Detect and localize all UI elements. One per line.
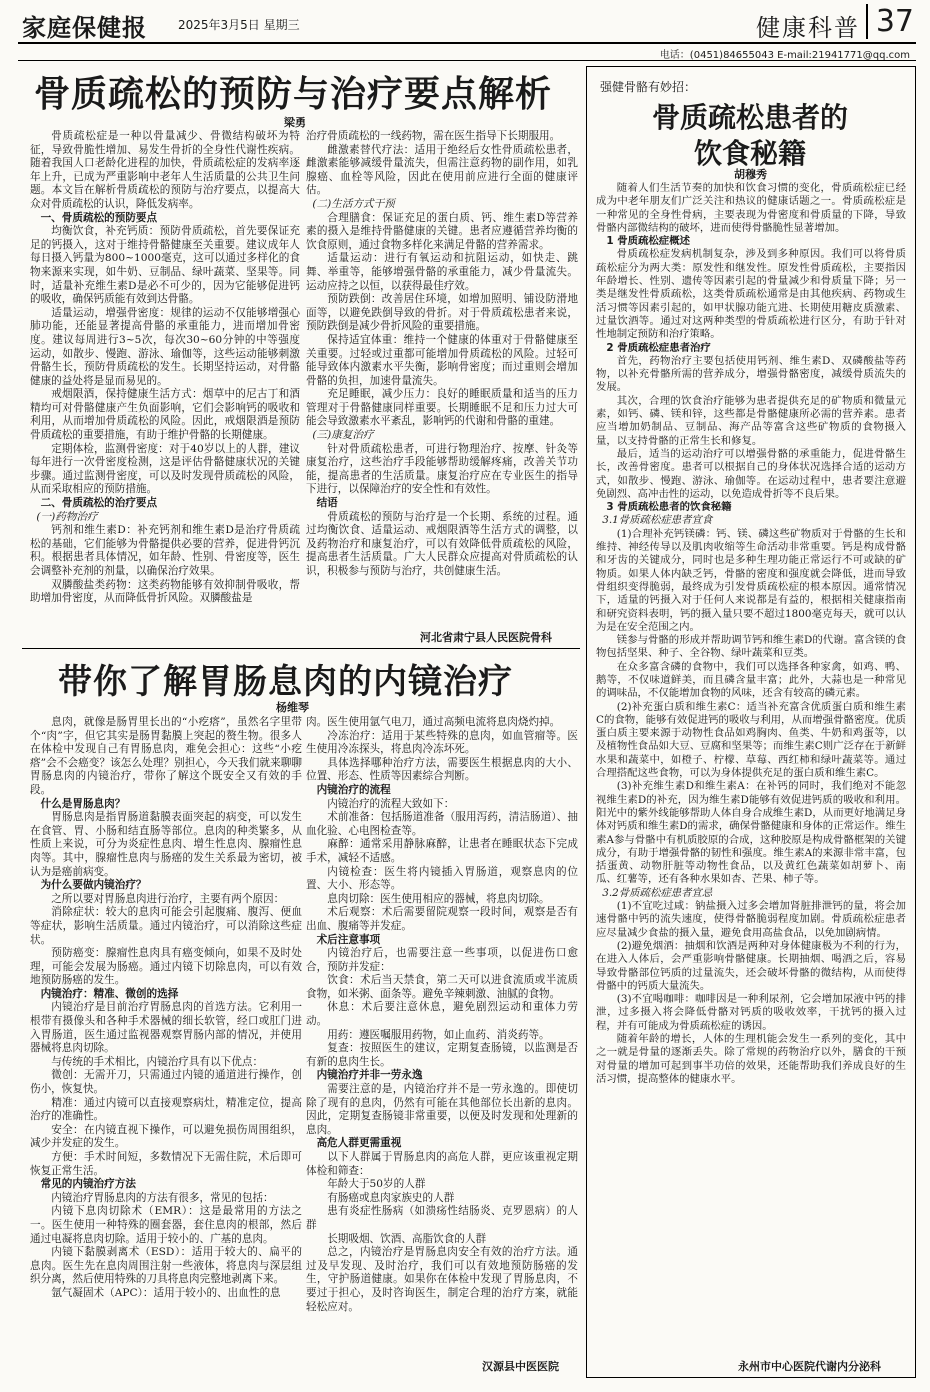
article-divider (22, 648, 580, 649)
paragraph: 适量运动，增强骨密度：规律的运动不仅能够增强心肺功能，还能显著提高骨骼的承重能力，进而增加骨密度。建议每周进行3~5次，每次30~60分钟的中等强度运动，如散步、慢跑、游泳、瑜伽等，这些运动能够刺激骨骼生长，预防骨质疏松的发生。长期坚持运动，对骨骼健康的益处将是显而易见的。 (30, 306, 300, 387)
paragraph: 总之，内镜治疗是胃肠息肉安全有效的治疗方法。通过及早发现、及时治疗，我们可以有效地预防肠癌的发生，守护肠道健康。如果你在体检中发现了胃肠息肉，不要过于担心，及时咨询医生，制定合理的治疗方案，就能轻松应对。 (306, 1246, 578, 1313)
paragraph: 用药：遵医嘱服用药物，如止血药、消炎药等。 (327, 1028, 550, 1041)
paragraph: (2)避免烟酒：抽烟和饮酒是两种对身体健康极为不利的行为，在进入人体后，会严重影响骨骼健康。长期抽烟、喝酒之后，容易导致骨骼部位钙质的过量流失，还会破坏骨骼的微结构，从而使得骨骼中的钙质大量流失。 (596, 939, 906, 992)
paragraph: 患有炎症性肠病（如溃疡性结肠炎、克罗恩病）的人群 (306, 1205, 578, 1231)
paragraph: 具体选择哪种治疗方法，需要医生根据息肉的大小、位置、形态、性质等因素综合判断。 (306, 756, 578, 783)
paragraph: 戒烟限酒，保持健康生活方式：烟草中的尼古丁和酒精均可对骨骼健康产生负面影响，它们会影响钙的吸收和利用，从而增加骨质疏松的风险。因此，戒烟限酒是预防骨质疏松的重要措施，有助于维护骨骼的长期健康。 (30, 388, 300, 442)
paragraph: (1)不宜吃过咸：钠盐摄入过多会增加肾脏排泄钙的量，将会加速骨骼中钙的流失速度，使得骨骼脆弱程度加剧。骨质疏松症患者应尽量减少食盐的摄入量，避免食用高盐食品，以免加剧病情。 (596, 900, 906, 939)
paragraph: 内镜治疗的流程大致如下： (327, 797, 455, 810)
paragraph: 骨质疏松症是一种以骨量减少、骨微结构破坏为特征，导致骨脆性增加、易发生骨折的全身性代谢性疾病。随着我国人口老龄化进程的加快，骨质疏松症的发病率逐年上升，已成为严重影响中老年人生活质量的公共卫生问题。本文旨在解析骨质疏松的预防与治疗要点，以提高大众对骨质疏松的认识，降低发病率。 (30, 130, 300, 210)
paragraph: 其次，合理的饮食治疗能够为患者提供充足的矿物质和微量元素，如钙、磷、镁和锌，这些都是骨骼健康所必需的营养素。患者应当增加奶制品、豆制品、海产品等富含这些矿物质的食物摄入量，以支持骨骼的正常生长和修复。 (596, 394, 906, 447)
paragraph: 双膦酸盐类药物：这类药物能够有效抑制骨吸收，帮助增加骨密度，从而降低骨折风险。双膦酸盐是 (30, 578, 300, 605)
paragraph: 复查：按照医生的建议，定期复查肠镜，以监测是否有新的息肉生长。 (306, 1042, 578, 1068)
paragraph: 预防跌倒：改善居住环境，如增加照明、铺设防滑地面等，以避免跌倒导致的骨折。对于骨质疏松患者来说，预防跌倒是减少骨折风险的重要措施。 (306, 293, 578, 333)
paragraph: 保持适宜体重：维持一个健康的体重对于骨骼健康至关重要。过轻或过重都可能增加骨质疏松的风险。过轻可能导致体内激素水平失衡，影响骨密度；而过重则会增加骨骼的负担，加速骨量流失。 (306, 333, 578, 387)
paragraph: 息肉切除：医生使用相应的器械，将息肉切除。 (327, 892, 550, 905)
paragraph: 术后观察：术后需要留院观察一段时间，观察是否有出血、腹痛等并发症。 (306, 906, 578, 932)
article2-author: 杨维琴 (276, 701, 309, 714)
section-heading: 常见的内镜治疗方法 (40, 1178, 136, 1191)
article3-title-line2: 饮食秘籍 (693, 137, 806, 170)
paragraph: 预防癌变：腺瘤性息肉具有癌变倾向，如果不及时处理，可能会发展为肠癌。通过内镜下切除息肉，可以有效地预防肠癌的发生。 (30, 947, 302, 987)
paragraph: 内镜检查：医生将内镜插入胃肠道，观察息肉的位置、大小、形态等。 (306, 865, 578, 892)
article2-column-1 (30, 716, 302, 1382)
article1-title: 骨质疏松的预防与治疗要点解析 (34, 73, 553, 115)
article3-title-line1: 骨质疏松患者的 (651, 101, 848, 134)
article2-title: 带你了解胃肠息肉的内镜治疗 (58, 662, 513, 702)
paragraph: 合理膳食：保证充足的蛋白质、钙、维生素D等营养素的摄入是维持骨骼健康的关键。患者应遵循营养均衡的饮食原则，通过食物多样化来满足骨骼的营养需求。 (306, 211, 578, 251)
paragraph: 针对骨质疏松患者，可进行物理治疗、按摩、针灸等康复治疗，这些治疗手段能够帮助缓解疼痛，改善关节功能，提高患者的生活质量。康复治疗应在专业医生的指导下进行，以保障治疗的安全性和有效性。 (306, 442, 578, 496)
paragraph: 首先，药物治疗主要包括使用钙剂、维生素D、双磷酸盐等药物，以补充骨骼所需的营养成分，增强骨骼密度，减缓骨质流失的发展。 (596, 354, 906, 394)
paragraph: 骨质疏松的预防与治疗是一个长期、系统的过程。通过均衡饮食、适量运动、戒烟限酒等生活方式的调整，以及药物治疗和康复治疗，可以有效降低骨质疏松的风险，提高患者生活质量。广大人民群众应提高对骨质疏松的认识，积极参与预防与治疗，共创健康生活。 (306, 510, 578, 577)
paragraph: (1)合理补充钙镁磷：钙、镁、磷这些矿物质对于骨骼的生长和维持、神经传导以及肌肉收缩等生命活动非常重要。钙是构成骨骼和牙齿的关键成分，同时也是多种生理功能正常运行不可或缺的矿物质。如果人体内缺乏钙，骨骼的密度和强度就会降低，进而导致骨组织变得脆弱，最终成为引发骨质疏松症的根本原因。通常情况下，适量的钙摄入对于任何人来说都是有益的，根据相关健康指南和研究资料表明，钙的摄入量只要不超过1800毫克每天，就可以认为是在安全范围之内。 (596, 527, 906, 633)
article3-signature: 永州市中心医院代谢内分泌科 (738, 1360, 881, 1373)
section-name: 健康科普 (756, 14, 860, 42)
paragraph: 肉。医生使用氩气电刀，通过高频电流将息肉烧灼掉。 (306, 716, 561, 728)
paragraph: 微创：无需开刀，只需通过内镜的通道进行操作，创伤小，恢复快。 (30, 1069, 302, 1096)
paragraph: 随着年龄的增长，人体的生理机能会发生一系列的变化，其中之一就是骨量的逐渐丢失。除了常规的药物治疗以外，膳食的干预对骨量的增加可起到事半功倍的效果，还能帮助我们养成良好的生活习惯，提高整体的健康水平。 (596, 1033, 906, 1085)
paragraph: 休息：术后要注意休息，避免剧烈运动和重体力劳动。 (306, 1001, 578, 1028)
paragraph: 与传统的手术相比，内镜治疗具有以下优点： (51, 1055, 264, 1068)
paragraph: 消除症状：较大的息肉可能会引起腹痛、腹泻、便血等症状，影响生活质量。通过内镜治疗，可以消除这些症状。 (30, 906, 302, 946)
issue-date: 2025年3月5日 星期三 (178, 18, 300, 32)
section-heading: 3.1骨质疏松症患者宜食 (602, 514, 713, 527)
paragraph: 充足睡眠，减少压力：良好的睡眠质量和适当的压力管理对于骨骼健康同样重要。长期睡眠不足和压力过大可能会导致激素水平紊乱，影响钙的代谢和骨骼的重建。 (306, 388, 578, 428)
paragraph: 息肉，就像是肠胃里长出的“小疙瘩”，虽然名字里带个“肉”字，但它其实是肠胃黏膜上突起的赘生物。很多人在体检中发现自己有胃肠息肉，难免会担心：这些“小疙瘩”会不会癌变？该怎么处理？别担心，今天我们就来聊聊胃肠息肉的内镜治疗，带你了解这个既安全又有效的手段。 (30, 716, 302, 796)
paragraph: 安全：在内镜直视下操作，可以避免损伤周围组织，减少并发症的发生。 (30, 1123, 302, 1150)
paragraph: 之所以要对胃肠息肉进行治疗，主要有两个原因： (51, 892, 285, 905)
section-heading: 术后注意事项 (316, 933, 381, 946)
paragraph: 方便：手术时间短，多数情况下无需住院，术后即可恢复正常生活。 (30, 1151, 302, 1177)
paragraph: 术前准备：包括肠道准备（服用泻药，清洁肠道）、抽血化验、心电图检查等。 (306, 811, 578, 837)
contact-info: 电话：(0451)84655043 E-mail:21941771@qq.com (659, 50, 910, 61)
paper-name: 家庭保健报 (22, 14, 147, 42)
section-heading: 二、骨质疏松的治疗要点 (40, 497, 158, 510)
section-heading: (三)康复治疗 (312, 429, 374, 442)
section-heading: 高危人群更需重视 (316, 1137, 402, 1150)
article3-body (596, 182, 906, 1352)
article2-signature: 汉源县中医医院 (482, 1360, 559, 1373)
section-heading: 内镜治疗的流程 (316, 783, 391, 796)
paragraph: 定期体检，监测骨密度：对于40岁以上的人群，建议每年进行一次骨密度检测，这是评估骨骼健康状况的关键步骤。通过监测骨密度，可以及时发现骨质疏松的风险，从而采取相应的预防措施。 (30, 442, 300, 496)
section-heading: 3.2骨质疏松症患者宜忌 (602, 886, 713, 899)
paragraph: 有肠癌或息肉家族史的人群 (327, 1191, 455, 1204)
contact-rule (18, 60, 916, 61)
section-heading: (一)药物治疗 (36, 510, 98, 523)
section-heading: 为什么要做内镜治疗？ (40, 879, 147, 892)
paragraph: 内镜治疗胃肠息肉的方法有很多，常见的包括： (51, 1191, 274, 1204)
section-heading: (二)生活方式干预 (312, 197, 395, 210)
article1-column-1 (30, 130, 300, 630)
paragraph: 内镜治疗后，也需要注意一些事项，以促进伤口愈合，预防并发症： (306, 947, 578, 973)
paragraph: 内镜治疗是目前治疗胃肠息肉的首选方法。它利用一根带有摄像头和各种手术器械的细长软管，经口或肛门进入胃肠道，医生通过监视器观察胃肠内部的情况，并使用器械将息肉切除。 (30, 1001, 302, 1055)
section-heading: 结语 (316, 497, 338, 510)
paragraph: 胃肠息肉是指胃肠道黏膜表面突起的病变，可以发生在食管、胃、小肠和结直肠等部位。息肉的种类繁多，从性质上来说，可分为炎症性息肉、增生性息肉、腺瘤性息肉等。其中，腺瘤性息肉与肠癌的发生关系最为密切，被认为是癌前病变。 (30, 811, 302, 878)
paragraph: 需要注意的是，内镜治疗并不是一劳永逸的。即使切除了现有的息肉，仍然有可能在其他部位长出新的息肉。因此，定期复查肠镜非常重要，以便及时发现和处理新的息肉。 (306, 1083, 578, 1136)
section-heading: 什么是胃肠息肉？ (40, 797, 126, 810)
paragraph: 均衡饮食，补充钙质：预防骨质疏松，首先要保证充足的钙摄入，这对于维持骨骼健康至关重要。建议成年人每日摄入钙量为800~1000毫克，这可以通过多样化的食物来源来实现，如牛奶、豆制品、绿叶蔬菜、坚果等。同时，适量补充维生素D是必不可少的，因为它能够促进钙的吸收，确保钙质能有效到达骨骼。 (30, 225, 300, 306)
article2-column-2 (306, 716, 578, 1356)
paragraph: 年龄大于50岁的人群 (327, 1178, 426, 1191)
paragraph: 长期吸烟、饮酒、高脂饮食的人群 (327, 1232, 487, 1245)
page-number: 37 (866, 4, 914, 39)
paragraph: 冷冻治疗：适用于某些特殊的息肉，如血管瘤等。医生使用冷冻探头，将息肉冷冻坏死。 (306, 729, 578, 756)
paragraph: 适量运动：进行有氧运动和抗阻运动，如快走、跳舞、举重等，能够增强骨骼的承重能力，减少骨量流失。运动应持之以恒，以获得最佳疗效。 (306, 252, 578, 292)
header-rule (18, 42, 916, 44)
paragraph: (3)不宜喝咖啡：咖啡因是一种利尿剂，它会增加尿液中钙的排泄，过多摄入将会降低骨骼对钙质的吸收效率，干扰钙的摄入过程，并有可能成为骨质疏松症的诱因。 (596, 993, 906, 1032)
article3-author: 胡穆秀 (734, 168, 767, 181)
article1-signature: 河北省肃宁县人民医院骨科 (420, 631, 552, 644)
paragraph: 雌激素替代疗法：适用于绝经后女性骨质疏松患者，雌激素能够减缓骨量流失，但需注意药物的副作用，如乳腺癌、血栓等风险，因此在使用前应进行全面的健康评估。 (306, 143, 578, 197)
paragraph: 骨质疏松症发病机制复杂，涉及到多种原因。我们可以将骨质疏松症分为两大类：原发性和继发性。原发性骨质疏松，主要指因年龄增长、性别、遗传等因素引起的骨量减少和骨质量下降；另一类是继发性骨质疏松，这类骨质疏松通常是由其他疾病、药物或生活习惯等因素引起的，如甲状腺功能亢进、长期使用糖皮质激素、过量饮酒等。通过对这两种类型的骨质疏松进行区分，有助于针对性地制定预防和治疗策略。 (596, 248, 906, 341)
section-heading: 一、骨质疏松的预防要点 (40, 211, 158, 224)
paragraph: 氩气凝固术（APC）：适用于较小的、出血性的息 (51, 1286, 281, 1299)
section-heading: 3 骨质疏松患者的饮食秘籍 (606, 501, 732, 514)
paragraph: (2)补充蛋白质和维生素C：适当补充富含优质蛋白质和维生素C的食物，能够有效促进钙的吸收与利用，从而增强骨骼密度。优质蛋白质主要来源于动物性食品如鸡胸肉、鱼类、牛奶和鸡蛋等，以及植物性食品如大豆、豆腐和坚果等；而维生素C则广泛存在于新鲜水果和蔬菜中，如橙子、柠檬、草莓、西红柿和绿叶蔬菜等。通过合理搭配这些食物，可以为身体提供充足的蛋白质和维生素C。 (596, 700, 906, 780)
paragraph: 在众多富含磷的食物中，我们可以选择各种家禽，如鸡、鸭、鹅等，不仅味道鲜美，而且磷含量丰富；此外，大蒜也是一种常见的调味品，不仅能增加食物的风味，还含有较高的磷元素。 (596, 660, 906, 700)
section-heading: 1 骨质疏松症概述 (606, 235, 690, 248)
paragraph: 饮食：术后当天禁食，第二天可以进食流质或半流质食物，如米粥、面条等。避免辛辣刺激、油腻的食物。 (306, 974, 578, 1000)
section-heading: 内镜治疗：精准、微创的选择 (40, 987, 179, 1000)
section-heading: 内镜治疗并非一劳永逸 (316, 1069, 423, 1082)
paragraph: 随着人们生活节奏的加快和饮食习惯的变化，骨质疏松症已经成为中老年朋友们广泛关注和热议的健康话题之一。骨质疏松症是一种常见的全身性骨病，主要表现为骨密度和骨质量的下降，导致骨骼内部微结构的破坏，进而使得骨骼脆性显著增加。 (596, 182, 906, 234)
paragraph: 精准：通过内镜可以直接观察病灶，精准定位，提高治疗的准确性。 (30, 1096, 302, 1123)
paragraph: 以下人群属于胃肠息肉的高危人群，更应该重视定期体检和筛查： (306, 1151, 578, 1177)
paragraph: 钙剂和维生素D：补充钙剂和维生素D是治疗骨质疏松的基础，它们能够为骨骼提供必要的营养，促进骨钙沉积。根据患者具体情况，如年龄、性别、骨密度等，医生会调整补充剂的剂量，以确保治疗效果。 (30, 524, 300, 577)
paragraph: (3)补充维生素D和维生素A：在补钙的同时，我们绝对不能忽视维生素D的补充，因为维生素D能够有效促进钙质的吸收和利用。阳光中的紫外线能够帮助人体自身合成维生素D，从而更好地满足身体对钙质和维生素D的需求，确保骨骼健康和身体的正常运作。维生素A参与骨骼中有机质胶原的合成，这种胶原是构成骨骼框架的关键成分，有助于增强骨骼的韧性和强度。维生素A的来源非常丰富，包括蛋黄、动物肝脏等动物性食品，以及黄红色蔬菜如胡萝卜、南瓜、红薯等，还有各种水果如杏、芒果、柿子等。 (596, 780, 906, 886)
paragraph: 内镜下黏膜剥离术（ESD）：适用于较大的、扁平的息肉。医生先在息肉周围注射一些液体，将息肉与深层组织分离，然后使用特殊的刀具将息肉完整地剥离下来。 (30, 1246, 302, 1286)
article1-column-2 (306, 130, 578, 630)
paragraph: 内镜下息肉切除术（EMR）：这是最常用的方法之一。医生使用一种特殊的圈套器，套住息肉的根部，然后通过电凝将息肉切除。适用于较小的、广基的息肉。 (30, 1205, 302, 1245)
paragraph: 麻醉：通常采用静脉麻醉，让患者在睡眠状态下完成手术，减轻不适感。 (306, 838, 578, 864)
paragraph: 镁参与骨骼的形成并帮助调节钙和维生素D的代谢。富含镁的食物包括坚果、种子、全谷物、绿叶蔬菜和豆类。 (596, 634, 906, 660)
article3-kicker: 强健骨骼有妙招： (600, 80, 697, 94)
article1-author: 梁勇 (284, 116, 306, 129)
section-heading: 2 骨质疏松症患者治疗 (606, 341, 711, 354)
paragraph: 最后，适当的运动治疗可以增强骨骼的承重能力，促进骨骼生长，改善骨密度。患者可以根据自己的身体状况选择合适的运动方式，如散步、慢跑、游泳、瑜伽等。在运动过程中，患者要注意避免剧烈、高冲击性的运动，以免造成骨折等不良后果。 (596, 447, 906, 500)
paragraph: 治疗骨质疏松的一线药物，需在医生指导下长期服用。 (306, 130, 561, 142)
